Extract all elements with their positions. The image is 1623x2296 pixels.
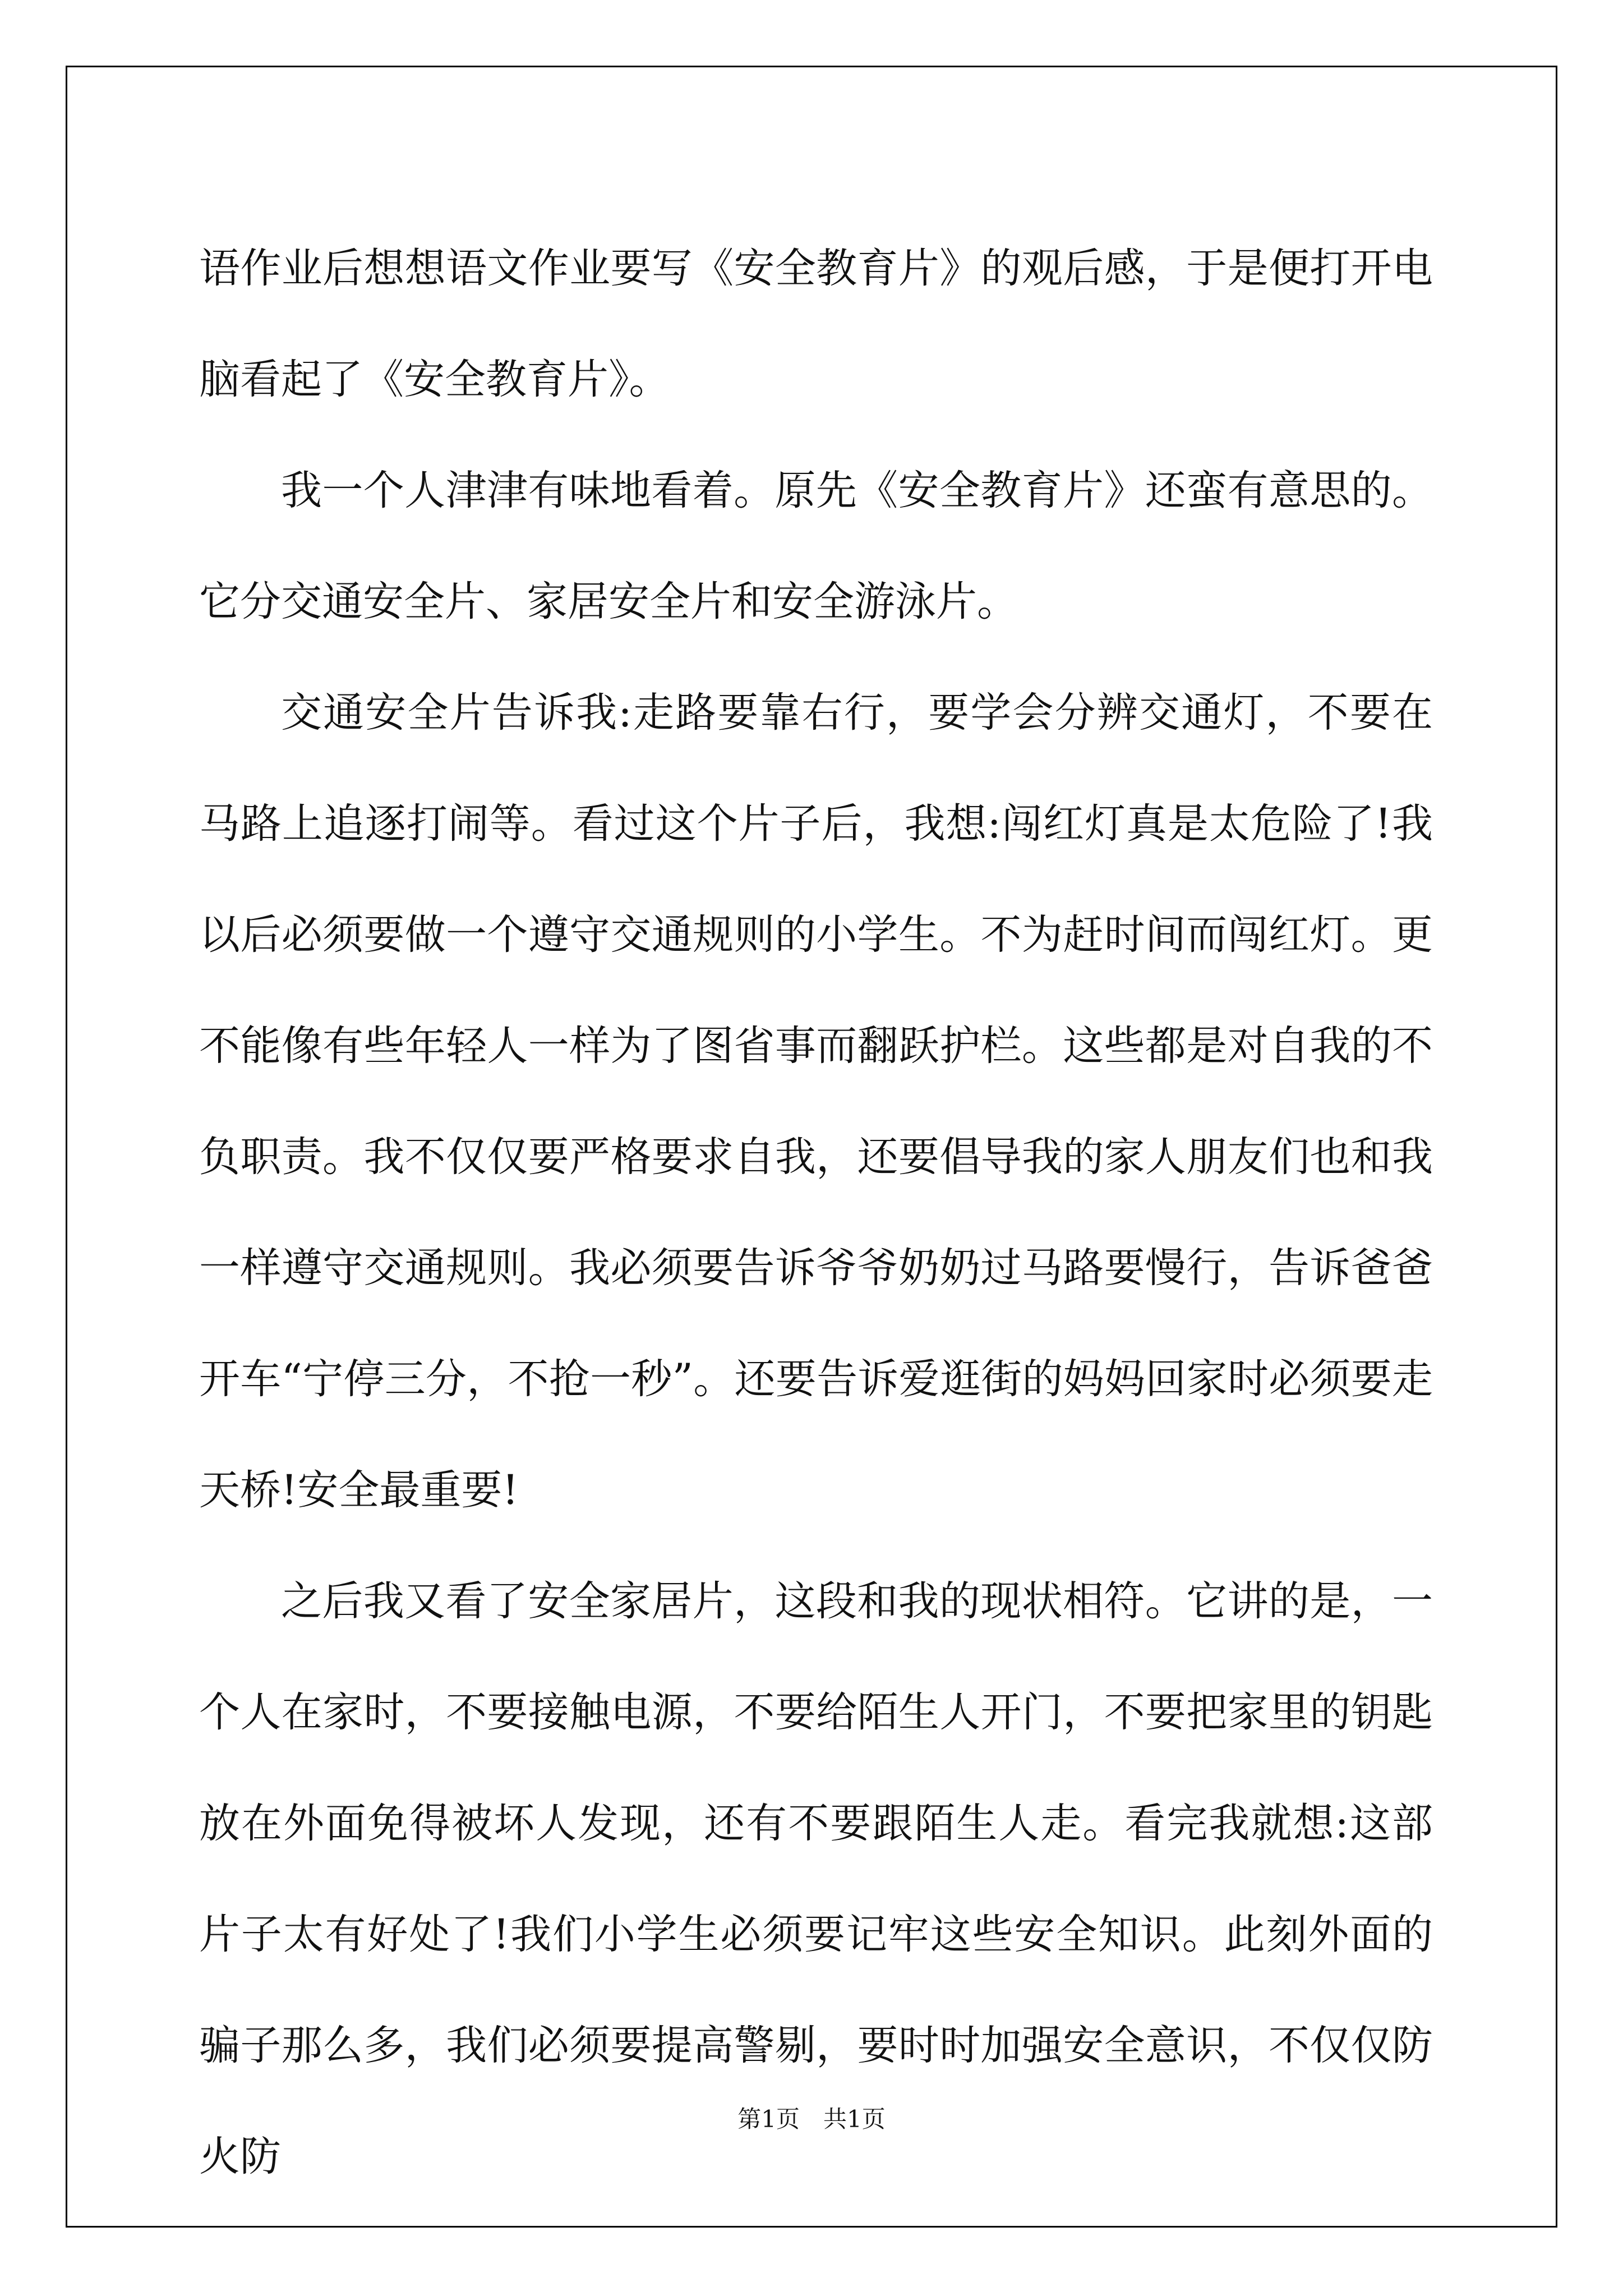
paragraph-4: 之后我又看了安全家居片，这段和我的现状相符。它讲的是，一个人在家时，不要接触电源，不要给陌生人开门，不要把家里的钥匙放在外面免得被坏人发现，还有不要跟陌生人走。看完我就想:这部片子太有好处了!我们小学生必须要记牢这些安全知识。此刻外面的骗子那么多，我们必须要提高警剔，要时时加强安全意识，不仅仅防火防 xyxy=(199,1577,1433,2180)
paragraph-2: 我一个人津津有味地看着。原先《安全教育片》还蛮有意思的。它分交通安全片、家居安全片和安全游泳片。 xyxy=(199,467,1433,625)
document-body xyxy=(199,213,1433,2212)
paragraph-3: 交通安全片告诉我:走路要靠右行，要学会分辨交通灯，不要在马路上追逐打闹等。看过这个片子后，我想:闯红灯真是太危险了!我以后必须要做一个遵守交通规则的小学生。不为赶时间而闯红灯。更不能像有些年轻人一样为了图省事而翻跃护栏。这些都是对自我的不负职责。我不仅仅要严格要求自我，还要倡导我的家人朋友们也和我一样遵守交通规则。我必须要告诉爷爷奶奶过马路要慢行，告诉爸爸开车“宁停三分，不抢一秒”。还要告诉爱逛街的妈妈回家时必须要走天桥!安全最重要! xyxy=(199,689,1433,1514)
paragraph-1: 语作业后想想语文作业要写《安全教育片》的观后感，于是便打开电脑看起了《安全教育片》。 xyxy=(199,245,1433,403)
page-footer: 第1页 共1页 xyxy=(737,2105,886,2133)
